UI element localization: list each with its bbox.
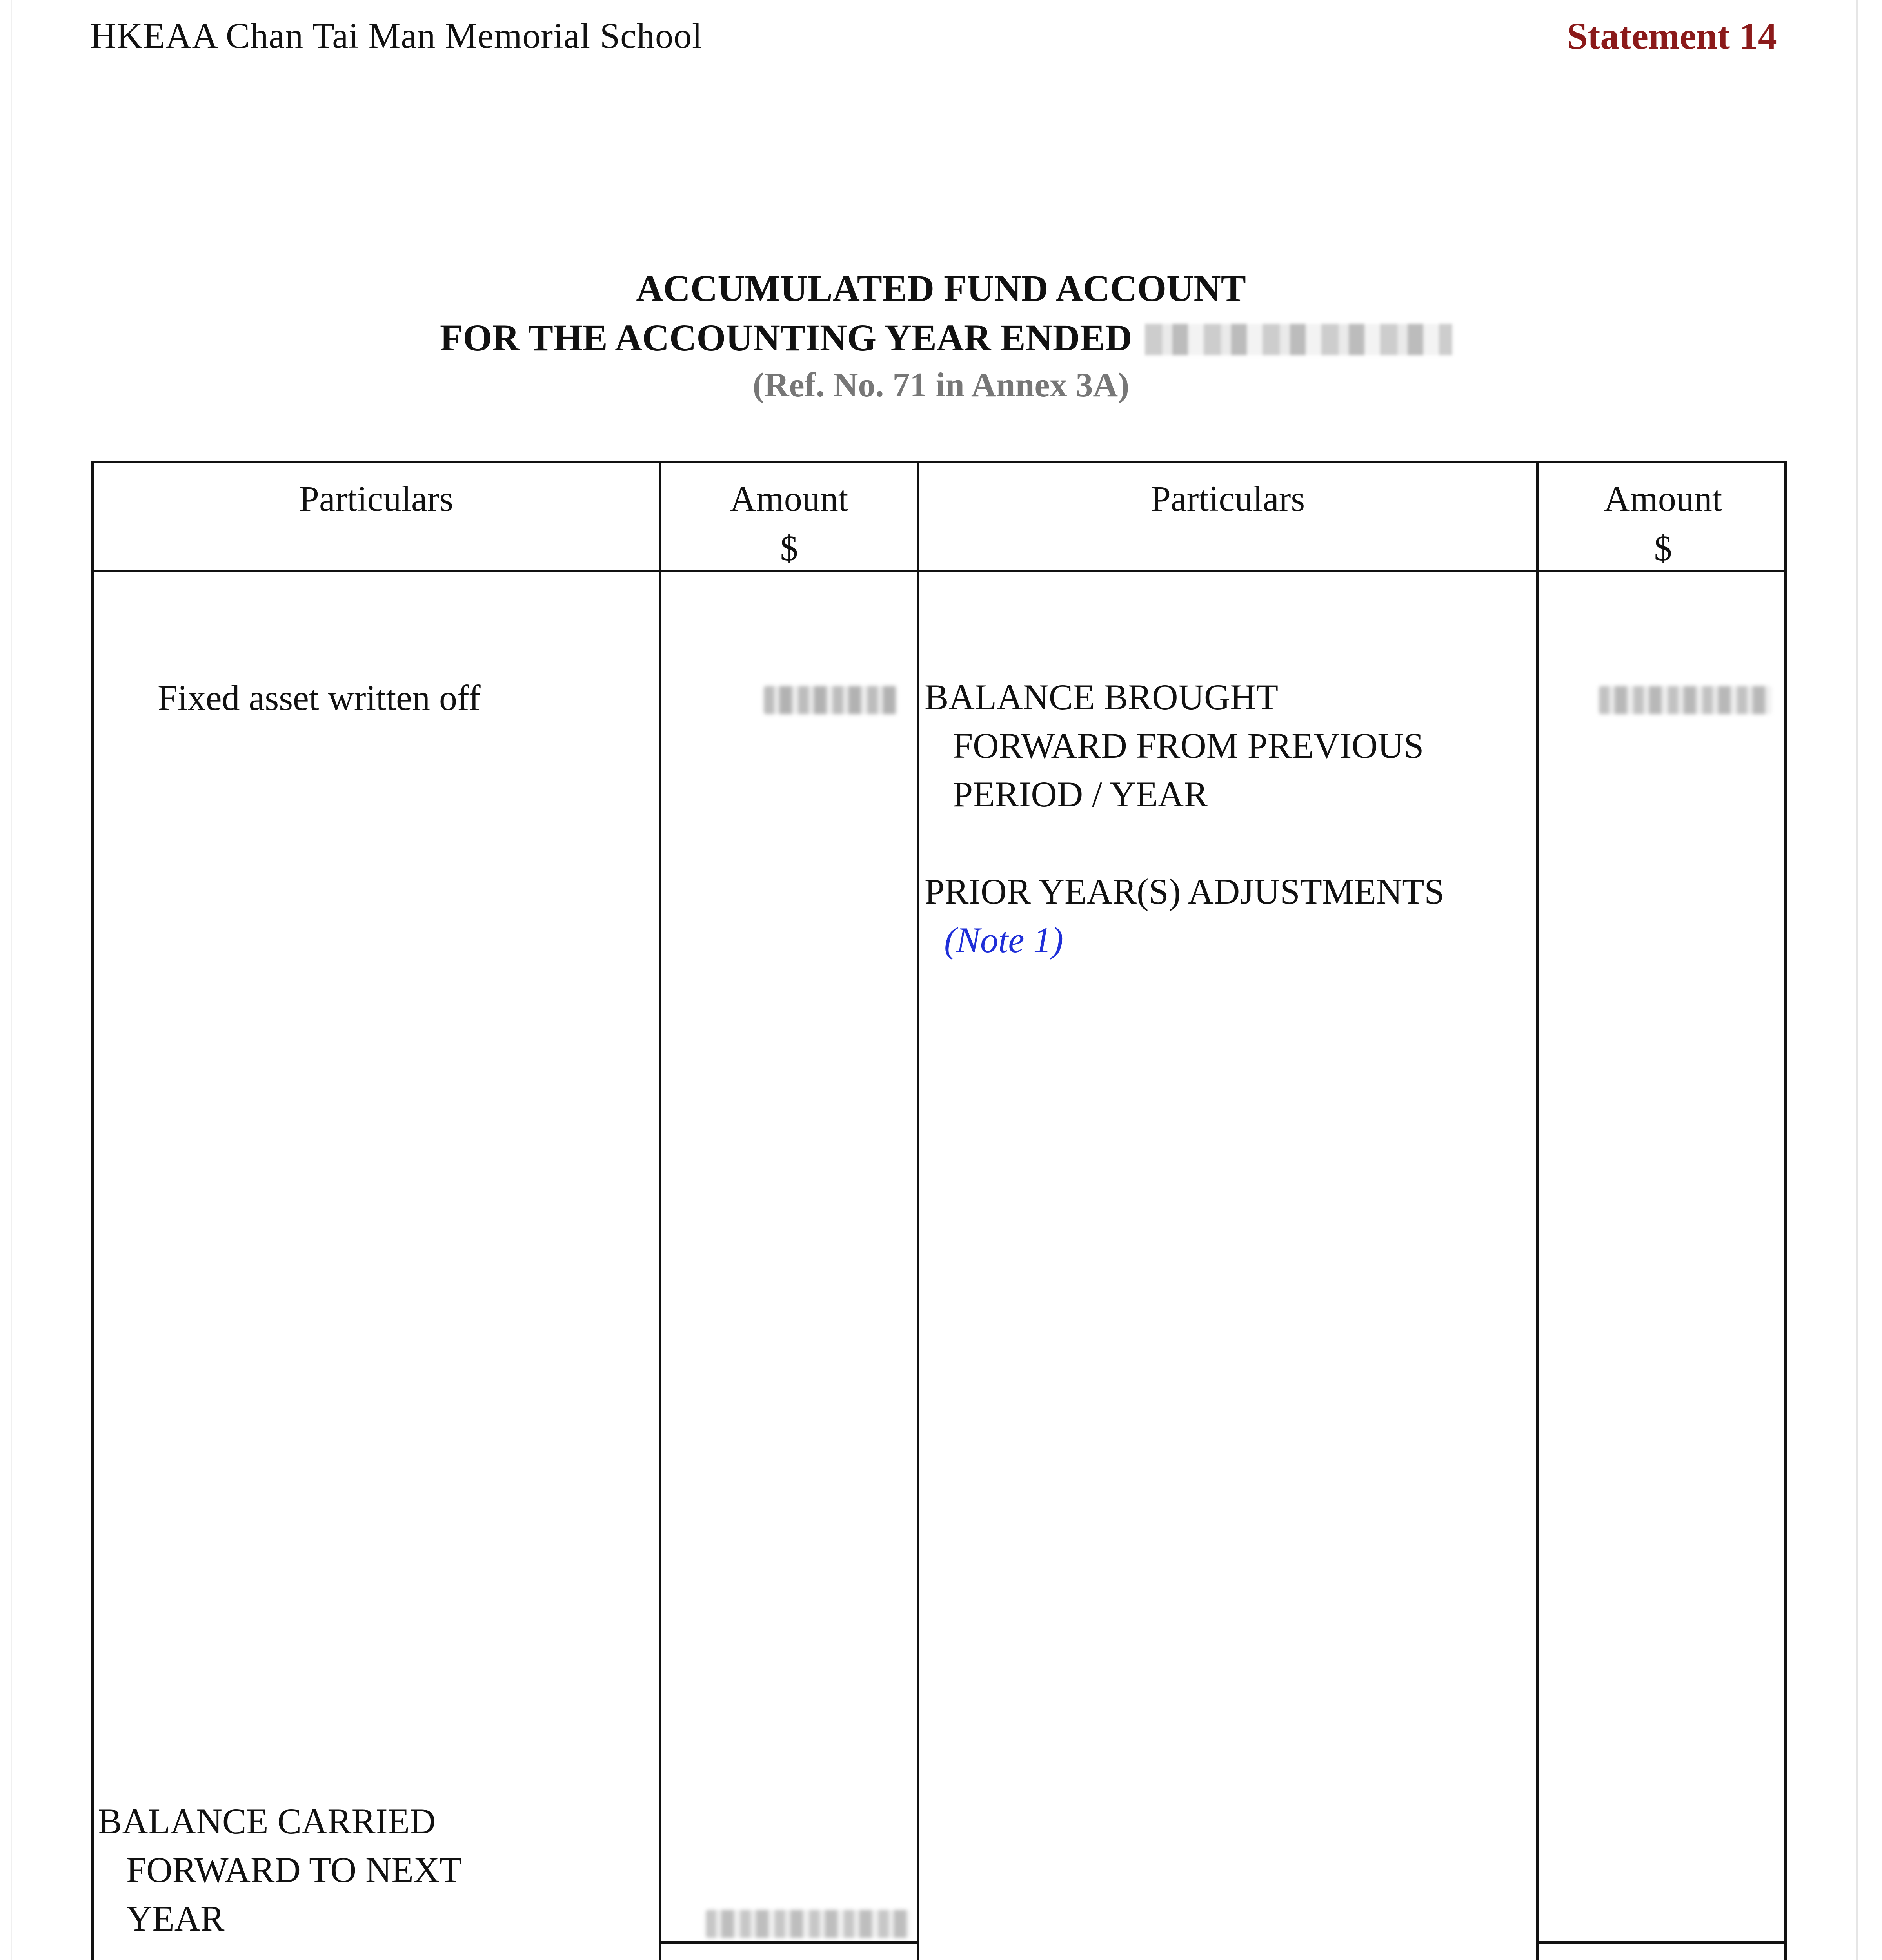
fixed-asset-amount-redacted [764, 686, 897, 714]
column-divider-3 [1536, 461, 1539, 1960]
prior-year-adjustments-label: PRIOR YEAR(S) ADJUSTMENTS [925, 871, 1444, 911]
balance-brought-forward-line2: FORWARD FROM PREVIOUS [953, 726, 1424, 766]
balance-brought-forward-line1: BALANCE BROUGHT [925, 677, 1279, 717]
column-divider-1 [659, 461, 661, 1960]
accounting-year-title: FOR THE ACCOUNTING YEAR ENDED [440, 317, 1132, 359]
fixed-asset-written-off-label: Fixed asset written off [158, 678, 481, 718]
balance-carried-forward-line1: BALANCE CARRIED [98, 1801, 436, 1841]
statement-label: Statement 14 [1567, 15, 1777, 57]
balance-carried-forward-amount-redacted [706, 1910, 910, 1938]
note-1-reference[interactable]: (Note 1) [944, 920, 1064, 960]
header-left-amount: Amount [730, 479, 848, 519]
school-name: HKEAA Chan Tai Man Memorial School [90, 16, 703, 56]
header-left-particulars: Particulars [299, 479, 454, 519]
header-right-amount: Amount [1604, 479, 1722, 519]
header-right-particulars: Particulars [1150, 479, 1305, 519]
balance-brought-forward-amount-redacted [1599, 686, 1771, 714]
reference-note: (Ref. No. 71 in Annex 3A) [752, 366, 1130, 404]
left-total-rule [661, 1941, 917, 1944]
balance-carried-forward-line3: YEAR [126, 1898, 225, 1938]
header-divider [91, 570, 1787, 572]
redacted-year-end-date [1145, 324, 1452, 355]
header-left-amount-unit: $ [780, 528, 798, 568]
balance-carried-forward-line2: FORWARD TO NEXT [126, 1850, 462, 1890]
header-right-amount-unit: $ [1654, 528, 1672, 568]
document-title: ACCUMULATED FUND ACCOUNT [636, 267, 1246, 309]
right-total-rule [1539, 1941, 1787, 1944]
column-divider-2 [917, 461, 919, 1960]
balance-brought-forward-line3: PERIOD / YEAR [953, 774, 1208, 814]
